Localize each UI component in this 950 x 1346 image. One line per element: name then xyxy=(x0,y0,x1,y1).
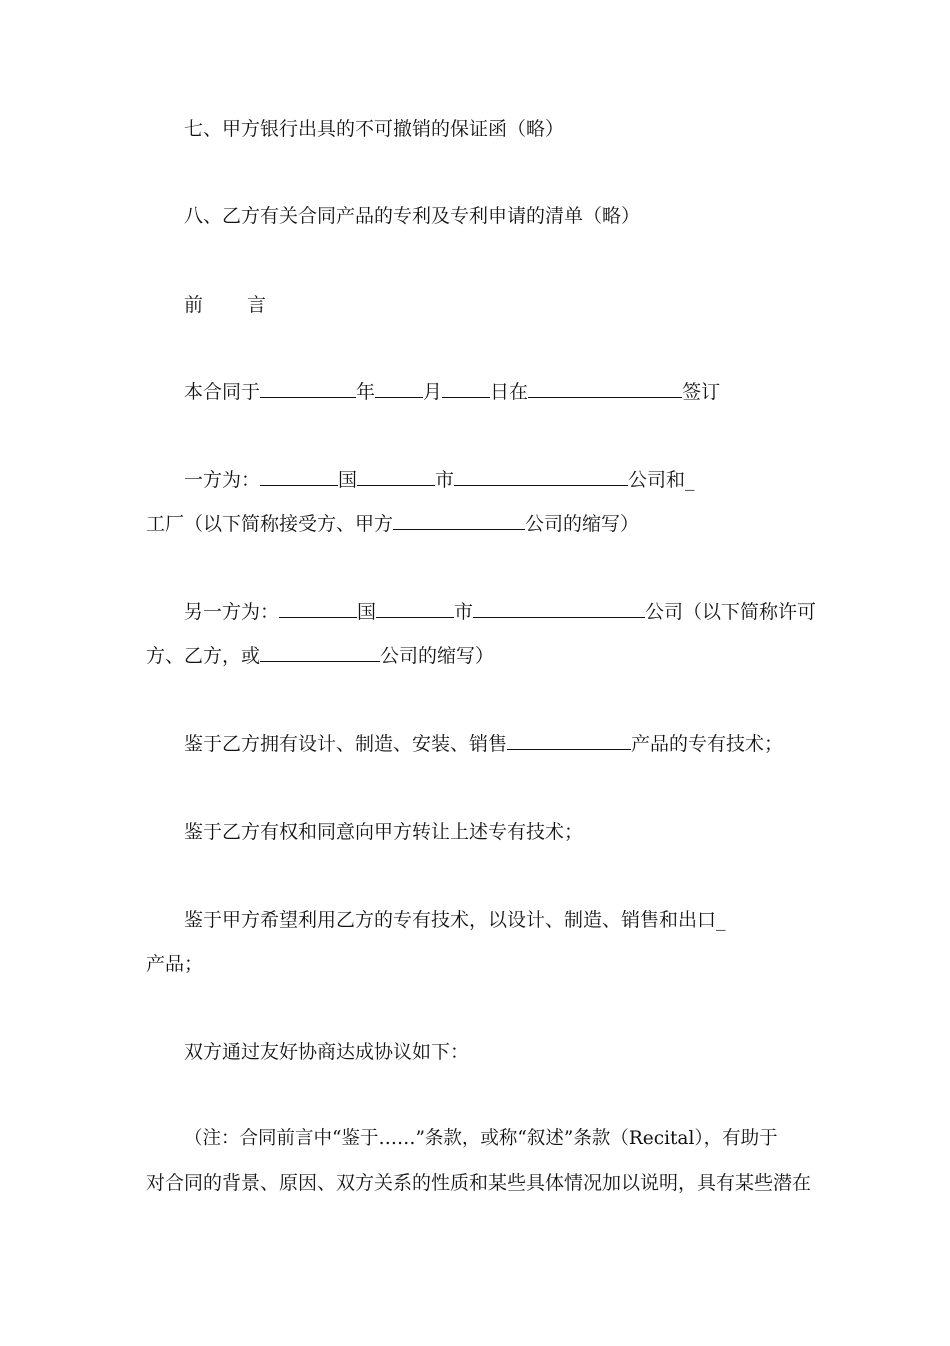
whereas-1-text-1: 鉴于乙方拥有设计、制造、安装、销售 xyxy=(184,733,508,755)
blank-party-a-company[interactable] xyxy=(454,467,628,486)
signing-text-5: 签订 xyxy=(682,381,721,403)
blank-party-a-city[interactable] xyxy=(357,467,435,486)
note-line-1: （注：合同前言中“鉴于……”条款，或称“叙述”条款（Recital），有助于 xyxy=(184,1128,778,1149)
whereas-3-line-2: 产品； xyxy=(146,953,204,975)
whereas-3-line-1: 鉴于甲方希望利用乙方的专有技术，以设计、制造、销售和出口_ xyxy=(184,909,726,931)
party-b-text-5: 方、乙方，或 xyxy=(146,645,261,667)
blank-place[interactable] xyxy=(528,379,682,398)
party-a-text-5: 工厂（以下简称接受方、甲方 xyxy=(146,513,394,535)
blank-product[interactable] xyxy=(507,731,631,750)
party-a-text-2: 国 xyxy=(338,469,358,491)
blank-party-b-company[interactable] xyxy=(473,599,645,618)
blank-party-b-city[interactable] xyxy=(376,599,454,618)
blank-party-a-country[interactable] xyxy=(260,467,338,486)
blank-day[interactable] xyxy=(442,379,490,398)
party-b-line-2 xyxy=(146,643,494,669)
appendix-item-8: 八、乙方有关合同产品的专利及专利申请的清单（略） xyxy=(184,205,641,227)
agreement-statement: 双方通过友好协商达成协议如下： xyxy=(184,1041,470,1063)
party-a-text-3: 市 xyxy=(435,469,455,491)
section-title-preface xyxy=(184,292,266,318)
signing-text-1: 本合同于 xyxy=(184,381,261,403)
whereas-1 xyxy=(184,731,783,757)
signing-clause xyxy=(184,379,720,405)
party-a-line-1 xyxy=(184,467,695,493)
party-b-text-1: 另一方为： xyxy=(184,601,280,623)
blank-year[interactable] xyxy=(260,379,356,398)
signing-text-2: 年 xyxy=(356,381,376,403)
blank-party-b-abbrev[interactable] xyxy=(260,643,380,662)
party-a-line-2 xyxy=(146,511,639,537)
party-b-text-4: 公司（以下简称许可 xyxy=(645,601,817,623)
note-line-2: 对合同的背景、原因、双方关系的性质和某些具体情况加以说明，具有某些潜在 xyxy=(146,1172,812,1194)
appendix-item-7: 七、甲方银行出具的不可撤销的保证函（略） xyxy=(184,118,565,140)
party-b-text-2: 国 xyxy=(357,601,377,623)
title-char-2: 言 xyxy=(247,294,267,316)
party-b-text-3: 市 xyxy=(454,601,474,623)
party-a-text-4: 公司和_ xyxy=(628,469,695,491)
signing-text-4: 日在 xyxy=(490,381,529,403)
party-b-line-1 xyxy=(184,599,816,625)
blank-party-a-abbrev[interactable] xyxy=(393,511,525,530)
blank-month[interactable] xyxy=(375,379,423,398)
whereas-1-text-2: 产品的专有技术； xyxy=(631,733,784,755)
party-a-text-6: 公司的缩写） xyxy=(525,513,640,535)
signing-text-3: 月 xyxy=(423,381,443,403)
whereas-2: 鉴于乙方有权和同意向甲方转让上述专有技术； xyxy=(184,821,584,843)
title-char-1: 前 xyxy=(184,294,204,316)
party-b-text-6: 公司的缩写） xyxy=(380,645,495,667)
party-a-text-1: 一方为： xyxy=(184,469,261,491)
blank-party-b-country[interactable] xyxy=(279,599,357,618)
